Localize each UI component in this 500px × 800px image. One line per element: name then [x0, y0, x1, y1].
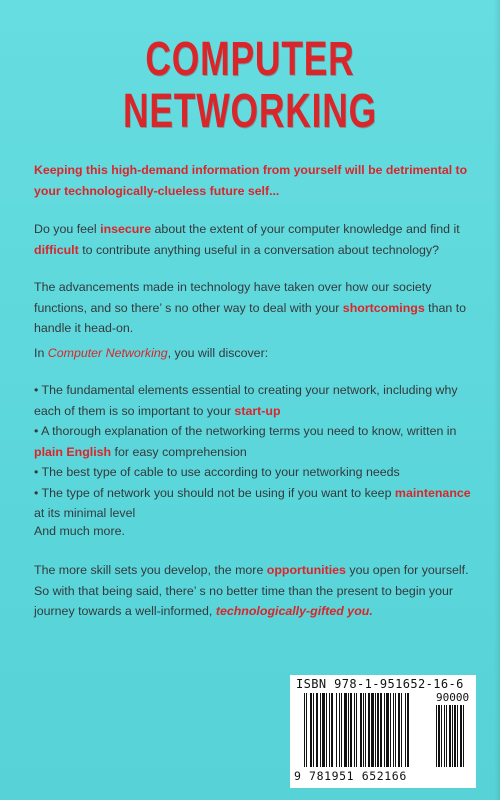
paragraph-discover	[34, 343, 474, 364]
text: at its minimal level	[34, 506, 136, 520]
text: In	[34, 346, 48, 360]
text: than to handle it head-on.	[34, 300, 467, 335]
ean-digits: 9 781951 652166	[294, 769, 407, 783]
barcode-bar	[398, 693, 400, 767]
barcode-bar	[457, 705, 458, 767]
spine-edge	[494, 0, 500, 800]
text: , you will discover:	[167, 346, 269, 360]
title-line-1: COMPUTER	[145, 33, 355, 86]
paragraph-insecure	[34, 219, 474, 260]
barcode-bar	[365, 693, 366, 767]
text: • The best type of cable to use according to your networking needs	[34, 465, 400, 479]
barcode-bar	[438, 705, 440, 767]
barcode-bar	[463, 705, 464, 767]
book-title-mention: Computer Networking	[47, 346, 168, 360]
barcode-bar	[329, 693, 330, 767]
barcode-bar	[377, 693, 379, 767]
text: • The fundamental elements essential to creating your network, including why each of them is so important to your	[34, 383, 458, 418]
highlight-difficult: difficult	[34, 242, 79, 257]
barcode-bar	[341, 693, 342, 767]
barcode-bar	[380, 693, 382, 767]
paragraph-advancements	[34, 277, 474, 339]
barcode-bar	[339, 693, 340, 767]
paragraph-much-more: And much more.	[34, 524, 125, 538]
highlight-maintenance: maintenance	[394, 485, 471, 500]
barcode-bar	[401, 693, 402, 767]
barcode-bar	[350, 693, 352, 767]
bullet-item	[34, 421, 474, 462]
barcode-bar	[371, 693, 374, 767]
barcode-bar	[386, 693, 389, 767]
barcode-bar	[363, 693, 364, 767]
barcode-bar	[390, 693, 391, 767]
barcode-bar	[322, 693, 325, 767]
barcode-bar	[368, 693, 370, 767]
bullet-item	[34, 462, 474, 483]
barcode-bar	[306, 693, 307, 767]
barcode-bar	[348, 693, 349, 767]
barcode-bar	[304, 693, 305, 767]
barcode-bar	[356, 693, 357, 767]
price-addon-digits: 90000	[436, 691, 470, 704]
paragraph-closing	[34, 560, 474, 622]
isbn-number: ISBN 978-1-951652-16-6	[296, 677, 464, 691]
text: to contribute anything useful in a conversation about technology?	[78, 242, 440, 257]
barcode-bar	[310, 693, 312, 767]
hook-paragraph: Keeping this high-demand information from yourself will be detrimental to your technologically-clueless future self...	[34, 163, 468, 198]
barcode-bar	[336, 693, 337, 767]
barcode-bar	[449, 705, 451, 767]
barcode-bar	[360, 693, 362, 767]
highlight-shortcomings: shortcomings	[342, 300, 425, 315]
barcode-bar	[444, 705, 445, 767]
barcode-bar	[452, 705, 453, 767]
highlight-insecure: insecure	[100, 222, 152, 236]
highlight-opportunities: opportunities	[266, 563, 346, 577]
text: The more skill sets you develop, the more	[34, 563, 267, 577]
highlight-plain-english: plain English	[34, 444, 112, 459]
barcode-bar	[354, 693, 355, 767]
barcode-bar	[454, 705, 456, 767]
text: • The type of network you should not be using if you want to keep	[34, 485, 395, 500]
title-line-2: NETWORKING	[122, 85, 378, 138]
barcode-bar	[407, 693, 409, 767]
barcode-bar	[331, 693, 333, 767]
barcode-bar	[344, 693, 347, 767]
barcode-bar	[405, 693, 406, 767]
text: • A thorough explanation of the networking terms you need to know, written in	[34, 424, 457, 438]
text: Do you feel	[34, 222, 101, 236]
text: about the extent of your computer knowledge and find it	[151, 222, 460, 236]
barcode-bar	[460, 705, 462, 767]
ean-bars	[304, 693, 428, 767]
text: The advancements made in technology have taken over how our society functions, and so there’ s no other way to deal with your	[34, 280, 432, 315]
barcode-bar	[313, 693, 314, 767]
barcode-bar	[441, 705, 442, 767]
isbn-barcode	[290, 675, 476, 788]
text: you open for yourself. So with that being said, there’ s no better time than the present to begin your journey towards a well-informed,	[34, 563, 469, 618]
barcode-bar	[316, 693, 318, 767]
barcode-bar	[393, 693, 394, 767]
bullet-list	[34, 380, 474, 524]
highlight-technologically-gifted: technologically-gifted you.	[215, 604, 373, 618]
barcode-bar	[446, 705, 447, 767]
barcode-bar	[375, 693, 376, 767]
addon-bars	[436, 705, 470, 767]
bullet-item	[34, 483, 474, 524]
barcode-bar	[436, 705, 437, 767]
barcode-bar	[320, 693, 321, 767]
barcode-bar	[395, 693, 396, 767]
text: for easy comprehension	[111, 444, 247, 459]
barcode-bar	[384, 693, 385, 767]
barcode-bar	[326, 693, 327, 767]
highlight-start-up: start-up	[234, 403, 281, 418]
bullet-item	[34, 380, 474, 421]
